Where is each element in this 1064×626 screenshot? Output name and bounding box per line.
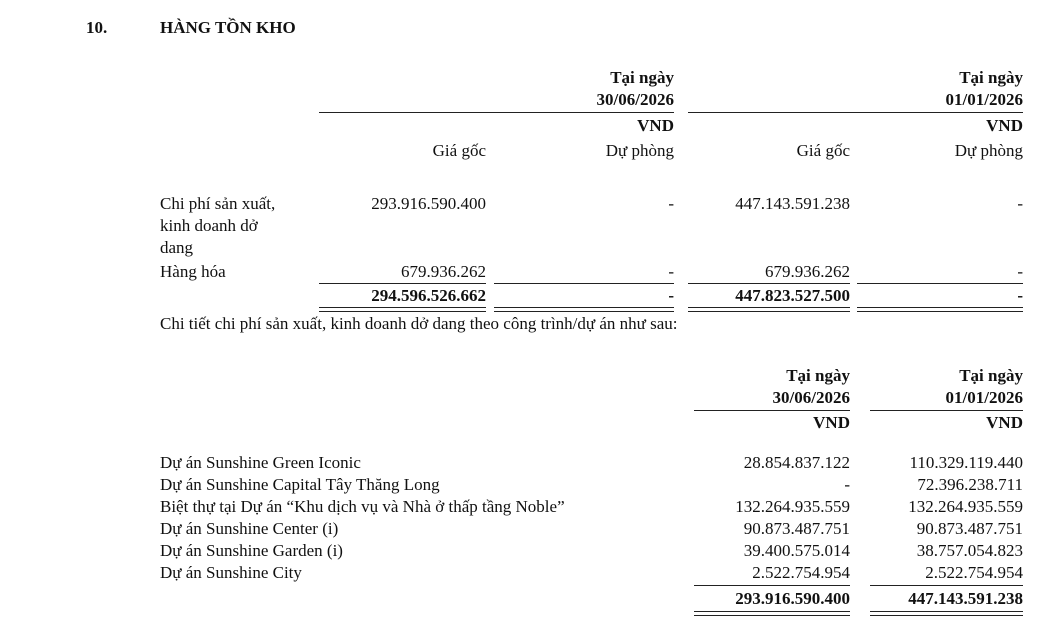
col-header-cost-1: Giá gốc: [432, 141, 486, 160]
total-1: 293.916.590.400: [735, 589, 850, 608]
total-provision-1: -: [668, 286, 674, 305]
row-label: Chi phí sản xuất,: [160, 194, 276, 213]
value-1: 39.400.575.014: [743, 541, 850, 560]
currency-1: VND: [813, 413, 850, 432]
cell-provision-2: -: [1017, 194, 1023, 213]
subtotal-rule: [870, 585, 1023, 586]
col-header-cost-2: Giá gốc: [796, 141, 850, 160]
section-number: 10.: [86, 18, 108, 37]
period-date-2: 01/01/2026: [945, 90, 1023, 109]
cell-cost-2: 679.936.262: [765, 262, 850, 281]
value-1: 90.873.487.751: [743, 519, 850, 538]
cell-cost-1: 679.936.262: [401, 262, 486, 281]
row-label: Hàng hóa: [160, 262, 226, 281]
period-date-1: 30/06/2026: [772, 388, 850, 407]
project-name: Biệt thự tại Dự án “Khu dịch vụ và Nhà ở thấp tầng Noble”: [160, 497, 565, 516]
col-header-provision-2: Dự phòng: [954, 141, 1023, 160]
value-2: 2.522.754.954: [925, 563, 1023, 582]
cell-cost-1: 293.916.590.400: [371, 194, 486, 213]
period-date-2: 01/01/2026: [945, 388, 1023, 407]
value-1: 2.522.754.954: [752, 563, 850, 582]
currency-2: VND: [986, 116, 1023, 135]
subtotal-rule: [319, 283, 486, 284]
section-title: HÀNG TỒN KHO: [160, 18, 296, 37]
currency-1: VND: [637, 116, 674, 135]
col-header-provision-1: Dự phòng: [605, 141, 674, 160]
period-rule-1: [694, 410, 850, 411]
period-label-2: Tại ngày: [959, 68, 1023, 87]
project-name: Dự án Sunshine Green Iconic: [160, 453, 361, 472]
period-rule-2: [688, 112, 1023, 113]
cell-cost-2: 447.143.591.238: [735, 194, 850, 213]
total-double-rule: [688, 307, 850, 312]
total-provision-2: -: [1017, 286, 1023, 305]
value-1: 28.854.837.122: [743, 453, 850, 472]
total-double-rule: [494, 307, 674, 312]
subtotal-rule: [694, 585, 850, 586]
project-name: Dự án Sunshine Garden (i): [160, 541, 343, 560]
period-rule-2: [870, 410, 1023, 411]
total-2: 447.143.591.238: [908, 589, 1023, 608]
project-name: Dự án Sunshine Center (i): [160, 519, 339, 538]
project-name: Dự án Sunshine Capital Tây Thăng Long: [160, 475, 440, 494]
period-label-2: Tại ngày: [959, 366, 1023, 385]
value-2: 38.757.054.823: [916, 541, 1023, 560]
cell-provision-2: -: [1017, 262, 1023, 281]
value-2: 110.329.119.440: [909, 453, 1023, 472]
value-2: 72.396.238.711: [917, 475, 1023, 494]
period-label-1: Tại ngày: [610, 68, 674, 87]
total-double-rule: [694, 611, 850, 616]
value-2: 132.264.935.559: [908, 497, 1023, 516]
subtotal-rule: [857, 283, 1023, 284]
cell-provision-1: -: [668, 194, 674, 213]
total-double-rule: [870, 611, 1023, 616]
total-cost-2: 447.823.527.500: [735, 286, 850, 305]
period-label-1: Tại ngày: [786, 366, 850, 385]
value-2: 90.873.487.751: [916, 519, 1023, 538]
row-label: kinh doanh dở: [160, 216, 258, 235]
value-1: -: [844, 475, 850, 494]
row-label: dang: [160, 238, 194, 257]
project-name: Dự án Sunshine City: [160, 563, 302, 582]
currency-2: VND: [986, 413, 1023, 432]
subtotal-rule: [494, 283, 674, 284]
cell-provision-1: -: [668, 262, 674, 281]
period-rule-1: [319, 112, 674, 113]
value-1: 132.264.935.559: [735, 497, 850, 516]
period-date-1: 30/06/2026: [596, 90, 674, 109]
total-double-rule: [857, 307, 1023, 312]
total-double-rule: [319, 307, 486, 312]
total-cost-1: 294.596.526.662: [371, 286, 486, 305]
subtotal-rule: [688, 283, 850, 284]
detail-intro: Chi tiết chi phí sản xuất, kinh doanh dở dang theo công trình/dự án như sau:: [160, 314, 678, 333]
